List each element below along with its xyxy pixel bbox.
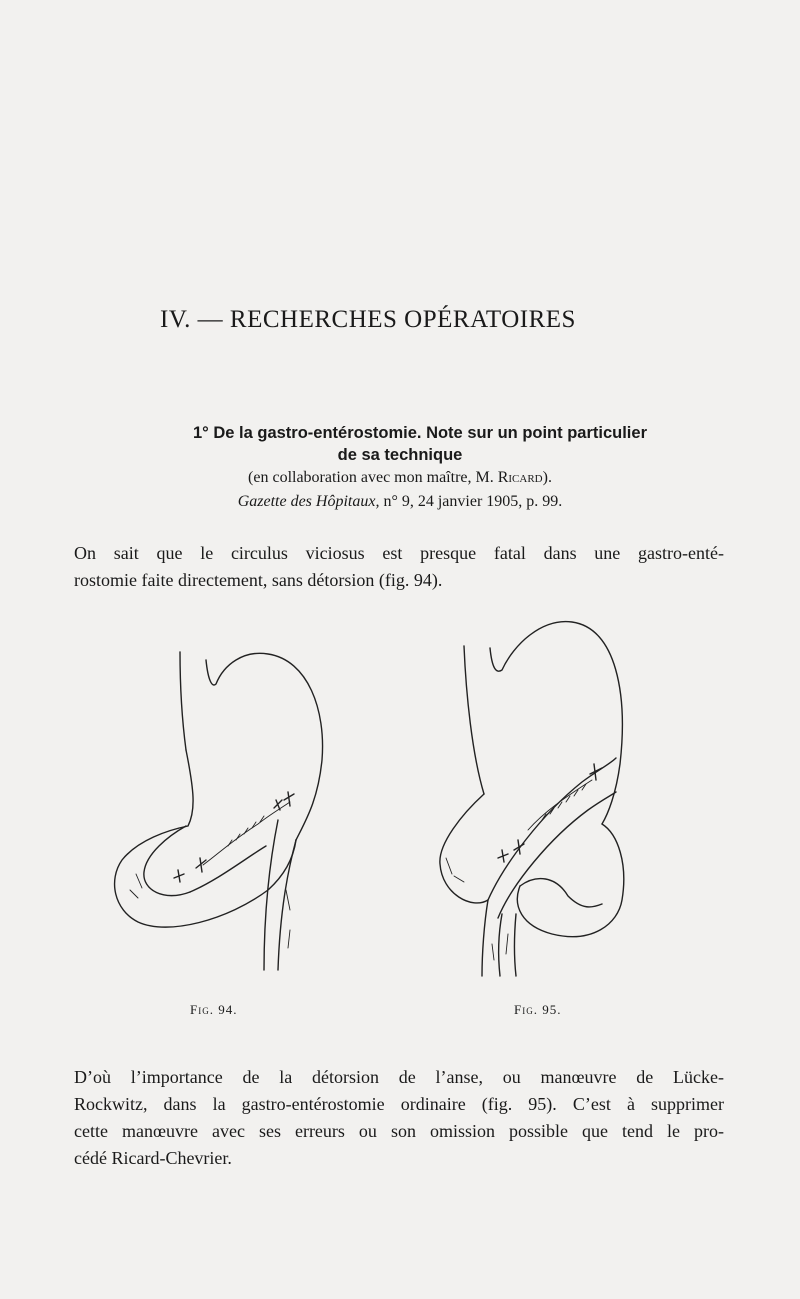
paragraph-1 — [74, 540, 724, 594]
collab-prefix: (en collaboration avec mon maître, M. — [248, 469, 498, 486]
paragraph-2-line-4: cédé Ricard-Chevrier. — [74, 1148, 232, 1168]
entry-title-line-2: de sa technique — [337, 446, 463, 464]
figure-95-illustration — [432, 614, 652, 980]
entry-citation — [60, 490, 740, 514]
paragraph-1-line-2: rostomie faite directement, sans détorsion (fig. 94). — [74, 570, 443, 590]
paragraph-2-line-3: cette manœuvre avec ses erreurs ou son omission possible que tend le pro- — [74, 1121, 724, 1141]
entry-title-line-1: 1° De la gastro-entérostomie. Note sur un point particulier — [192, 424, 647, 442]
figure-95-caption: Fig. 95. — [514, 1002, 562, 1017]
paragraph-2-line-2: Rockwitz, dans la gastro-entérostomie ordinaire (fig. 95). C’est à supprimer — [74, 1094, 724, 1114]
citation-details: n° 9, 24 janvier 1905, p. 99. — [379, 493, 563, 510]
entry-collaboration — [60, 466, 740, 490]
section-heading: IV. — RECHERCHES OPÉRATOIRES — [160, 306, 576, 333]
bibliographic-entry — [60, 422, 740, 514]
entry-title — [60, 422, 740, 466]
paragraph-2 — [74, 1064, 724, 1172]
journal-name: Gazette des Hôpitaux, — [237, 493, 380, 510]
figure-94-illustration — [108, 640, 338, 980]
collab-suffix: ). — [542, 469, 552, 486]
figure-94-caption: Fig. 94. — [190, 1002, 238, 1017]
paragraph-1-line-1: On sait que le circulus viciosus est presque fatal dans une gastro-enté- — [74, 543, 724, 563]
collab-name: Ricard — [497, 469, 543, 486]
paragraph-2-line-1: D’où l’importance de la détorsion de l’anse, ou manœuvre de Lücke- — [74, 1067, 724, 1087]
